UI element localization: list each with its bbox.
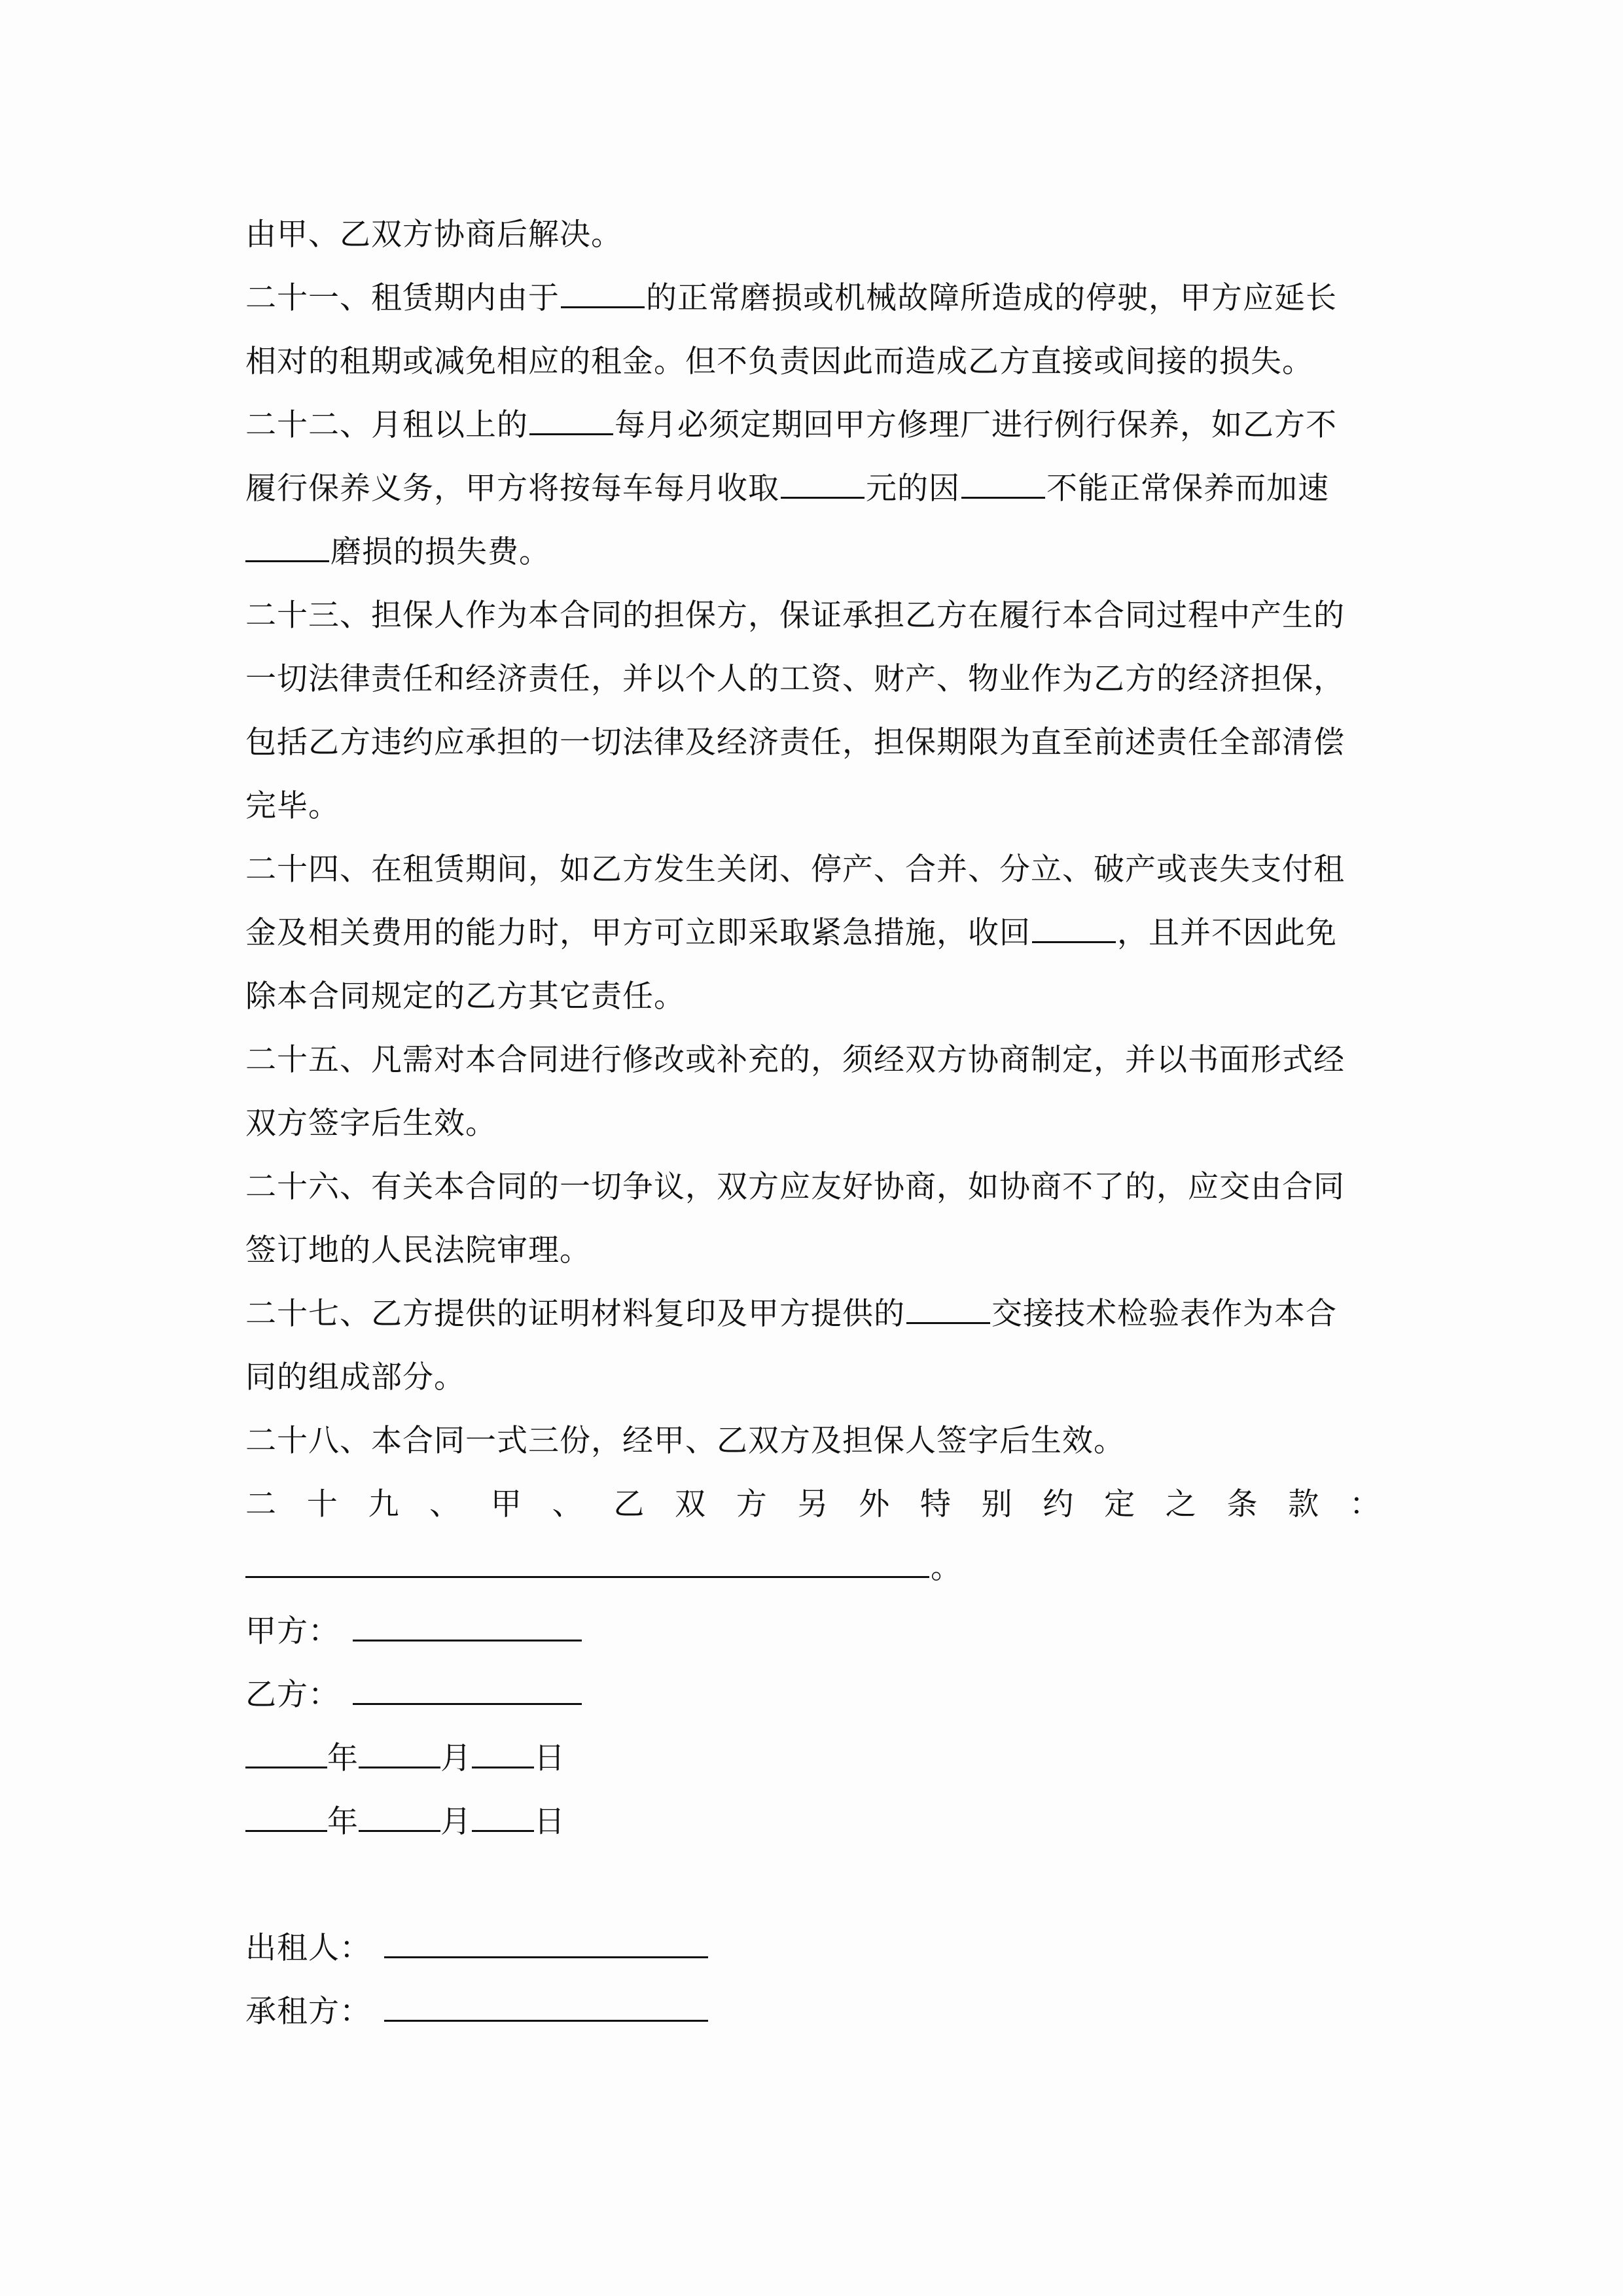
fill-in-blank[interactable] <box>906 1296 990 1324</box>
spacer <box>245 1854 1381 1916</box>
year-blank[interactable] <box>245 1804 327 1832</box>
clause-23-cont <box>245 774 1381 838</box>
day-blank[interactable] <box>472 1804 534 1832</box>
clause-text: 签订地的人民法院审理。 <box>245 1232 591 1268</box>
clause-text: 二十一、租赁期内由于 <box>245 280 560 316</box>
clause-char: 条 <box>1226 1486 1258 1522</box>
clause-text: 二十六、有关本合同的一切争议，双方应友好协商，如协商不了的，应交由合同 <box>245 1169 1345 1205</box>
clause-text: 除本合同规定的乙方其它责任。 <box>245 978 685 1014</box>
clause-text: 的正常磨损或机械故障所造成的停驶，甲方应延长 <box>646 280 1337 316</box>
day-label: 日 <box>534 1740 565 1776</box>
clause-21 <box>245 266 1381 330</box>
clause-text: 交接技术检验表作为本合 <box>991 1296 1337 1332</box>
clause-char: 九 <box>368 1486 400 1522</box>
clause-char: 十 <box>306 1486 338 1522</box>
clause-text: 二十三、担保人作为本合同的担保方，保证承担乙方在履行本合同过程中产生的 <box>245 598 1345 634</box>
contract-body <box>245 203 1381 2043</box>
clause-text: 磨损的损失费。 <box>330 534 550 570</box>
clause-24-cont <box>245 901 1381 965</box>
clause-text: 二十二、月租以上的 <box>245 407 528 443</box>
clause-char: 定 <box>1104 1486 1136 1522</box>
year-label: 年 <box>327 1740 359 1776</box>
clause-text: 完毕。 <box>245 788 340 824</box>
clause-text: ，且并不因此免 <box>1117 915 1337 951</box>
clause-char: 甲 <box>490 1486 522 1522</box>
month-label: 月 <box>440 1804 472 1840</box>
clause-26 <box>245 1155 1381 1219</box>
year-label: 年 <box>327 1804 359 1840</box>
clause-text: 。 <box>931 1550 962 1586</box>
day-label: 日 <box>534 1804 565 1840</box>
date-line-2 <box>245 1790 1381 1854</box>
clause-23-cont <box>245 647 1381 711</box>
year-blank[interactable] <box>245 1740 327 1768</box>
fill-in-blank[interactable] <box>781 471 865 499</box>
clause-27 <box>245 1282 1381 1346</box>
clause-23-cont <box>245 711 1381 774</box>
party-b-signature <box>245 1663 1381 1727</box>
clause-text: 包括乙方违约应承担的一切法律及经济责任，担保期限为直至前述责任全部清偿 <box>245 725 1345 761</box>
paragraph-text: 由甲、乙双方协商后解决。 <box>245 217 622 253</box>
party-a-signature <box>245 1600 1381 1663</box>
clause-22-cont <box>245 520 1381 584</box>
clause-text: 相对的租期或减免相应的租金。但不负责因此而造成乙方直接或间接的损失。 <box>245 344 1313 380</box>
clause-char: 、 <box>429 1486 461 1522</box>
clause-22-cont <box>245 457 1381 520</box>
month-blank[interactable] <box>359 1740 440 1768</box>
clause-23 <box>245 584 1381 647</box>
lessor-signature <box>245 1916 1381 1980</box>
clause-char: 、 <box>552 1486 584 1522</box>
text-line <box>245 203 1381 266</box>
clause-29-cont <box>245 1536 1381 1600</box>
date-line-1 <box>245 1727 1381 1790</box>
clause-25 <box>245 1028 1381 1092</box>
clause-text: 双方签字后生效。 <box>245 1105 497 1141</box>
clause-text: 履行保养义务，甲方将按每车每月收取 <box>245 471 779 507</box>
month-blank[interactable] <box>359 1804 440 1832</box>
clause-27-cont <box>245 1346 1381 1409</box>
clause-text: 二十四、在租赁期间，如乙方发生关闭、停产、合并、分立、破产或丧失支付租 <box>245 852 1345 888</box>
clause-24-cont <box>245 965 1381 1028</box>
lessor-signature-blank[interactable] <box>384 1930 708 1958</box>
fill-in-blank[interactable] <box>529 407 613 435</box>
clause-char: 外 <box>859 1486 891 1522</box>
clause-24 <box>245 838 1381 901</box>
clause-char: 乙 <box>613 1486 645 1522</box>
party-b-signature-blank[interactable] <box>353 1677 582 1705</box>
clause-text: 不能正常保养而加速 <box>1046 471 1329 507</box>
clause-char: 特 <box>919 1486 952 1522</box>
fill-in-blank[interactable] <box>961 471 1045 499</box>
lessee-label: 承租方： <box>245 1994 371 2030</box>
party-a-label: 甲方： <box>245 1613 340 1649</box>
clause-char: 另 <box>797 1486 829 1522</box>
clause-text: 二十八、本合同一式三份，经甲、乙双方及担保人签字后生效。 <box>245 1423 1125 1459</box>
clause-22 <box>245 393 1381 457</box>
clause-char: ： <box>1349 1486 1381 1522</box>
fill-in-blank[interactable] <box>561 280 645 308</box>
lessor-label: 出租人： <box>245 1930 371 1966</box>
lessee-signature-blank[interactable] <box>384 1994 708 2022</box>
month-label: 月 <box>440 1740 472 1776</box>
clause-text: 一切法律责任和经济责任，并以个人的工资、财产、物业作为乙方的经济担保， <box>245 661 1345 697</box>
special-terms-blank[interactable] <box>245 1550 929 1578</box>
lessee-signature <box>245 1980 1381 2043</box>
clause-25-cont <box>245 1092 1381 1155</box>
party-a-signature-blank[interactable] <box>353 1613 582 1641</box>
clause-char: 约 <box>1043 1486 1075 1522</box>
clause-text: 元的因 <box>866 471 960 507</box>
clause-char: 别 <box>981 1486 1013 1522</box>
clause-text: 二十五、凡需对本合同进行修改或补充的，须经双方协商制定，并以书面形式经 <box>245 1042 1345 1078</box>
party-b-label: 乙方： <box>245 1677 340 1713</box>
clause-text: 金及相关费用的能力时，甲方可立即采取紧急措施，收回 <box>245 915 1031 951</box>
fill-in-blank[interactable] <box>245 534 329 562</box>
clause-26-cont <box>245 1219 1381 1282</box>
clause-text: 每月必须定期回甲方修理厂进行例行保养，如乙方不 <box>615 407 1337 443</box>
fill-in-blank[interactable] <box>1032 915 1116 943</box>
clause-21-cont <box>245 330 1381 393</box>
clause-char: 二 <box>245 1486 277 1522</box>
clause-char: 款 <box>1288 1486 1320 1522</box>
clause-text: 同的组成部分。 <box>245 1359 465 1395</box>
clause-char: 方 <box>736 1486 768 1522</box>
clause-text: 二十七、乙方提供的证明材料复印及甲方提供的 <box>245 1296 905 1332</box>
clause-29 <box>245 1473 1381 1536</box>
clause-28 <box>245 1409 1381 1473</box>
day-blank[interactable] <box>472 1740 534 1768</box>
clause-char: 之 <box>1165 1486 1197 1522</box>
clause-char: 双 <box>675 1486 707 1522</box>
